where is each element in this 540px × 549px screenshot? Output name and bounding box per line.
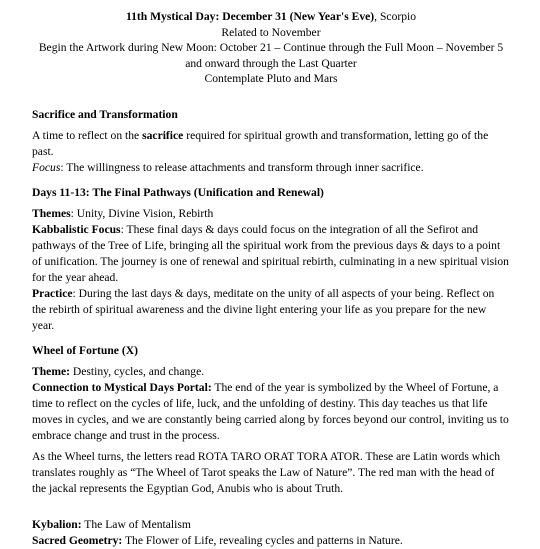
wheel-theme-text: Destiny, cycles, and change.: [70, 364, 205, 378]
kybalion-line: [32, 517, 510, 533]
document-header: [32, 9, 510, 87]
sacrifice-text-a: A time to reflect on the: [32, 128, 143, 142]
wheel-connection-text: The end of the year is symbolized by the Wheel of Fortune, a time to reflect on the cycles of life, luck, and the unfolding of destiny. This day teaches us that life moves in cycles, and we are constantly being carried along by forces beyond our control, inviting us to embrace change and trust in the process.: [32, 380, 509, 442]
footer-section: [32, 517, 510, 549]
kabbalistic-text: : These final days & days could focus on the integration of all the Sefirot and pathways of the Tree of Life, bringing all the spiritual work from the previous days & days to a point of unification. The journey is one of renewal and spiritual rebirth, culminating in a new spiritual vision for the year ahead.: [32, 222, 509, 284]
practice-label: Practice: [32, 286, 73, 300]
themes-label: Themes: [32, 206, 71, 220]
days-section: [32, 185, 510, 334]
kabbalistic-label: Kabbalistic Focus: [32, 222, 121, 236]
contemplate-planets: Contemplate Pluto and Mars: [204, 72, 338, 85]
wheel-connection: [32, 380, 510, 444]
wheel-heading: Wheel of Fortune (X): [32, 343, 138, 357]
sacrifice-text-b: required for spiritual growth and transformation, letting go of the past.: [32, 128, 489, 158]
sacrifice-heading: Sacrifice and Transformation: [32, 107, 178, 121]
focus-label: Focus: [32, 160, 61, 174]
focus-text: : The willingness to release attachments and transform through inner sacrifice.: [60, 160, 424, 174]
geometry-text: The Flower of Life, revealing cycles and patterns in Nature.: [122, 533, 403, 547]
related-month: Related to November: [221, 25, 321, 39]
wheel-connection-label: Connection to Mystical Days Portal:: [32, 380, 212, 394]
days-heading: Days 11-13: The Final Pathways (Unification and Renewal): [32, 185, 324, 199]
sacrifice-keyword: sacrifice: [142, 128, 184, 142]
sacrifice-paragraph: [32, 128, 510, 160]
wheel-theme-label: Theme:: [32, 364, 70, 378]
kybalion-text: The Law of Mentalism: [81, 517, 191, 531]
kybalion-label: Kybalion:: [32, 517, 82, 531]
artwork-schedule-cont: and onward through the Last Quarter: [185, 56, 357, 70]
practice-paragraph: [32, 286, 510, 334]
kabbalistic-paragraph: [32, 222, 510, 286]
themes-line: [32, 206, 510, 222]
themes-text: : Unity, Divine Vision, Rebirth: [70, 206, 214, 220]
sacrifice-focus: [32, 160, 510, 176]
geometry-label: Sacred Geometry:: [32, 533, 123, 547]
day-title-bold: 11th Mystical Day: December 31 (New Year's Eve): [125, 10, 375, 23]
artwork-schedule: Begin the Artwork during New Moon: October 21 – Continue through the Full Moon – November 5: [38, 41, 504, 54]
wheel-letters-paragraph: As the Wheel turns, the letters read ROTA TARO ORAT TORA ATOR. These are Latin words which translates roughly as “The Wheel of Tarot speaks the Law of Nature”. The red man with the head of the jackal represents the Egyptian God, Anubis who is about Truth.: [32, 449, 501, 495]
day-title: [32, 9, 510, 25]
sacrifice-section: [32, 107, 510, 176]
geometry-line: [32, 533, 510, 549]
wheel-theme: [32, 364, 510, 380]
day-title-sign: , Scorpio: [374, 10, 417, 23]
wheel-section: [32, 343, 510, 497]
practice-text: : During the last days & days, meditate on the unity of all aspects of your being. Reflect on the rebirth of spiritual awareness and the divine light entering your life as you prepare for the new year.: [32, 286, 495, 332]
